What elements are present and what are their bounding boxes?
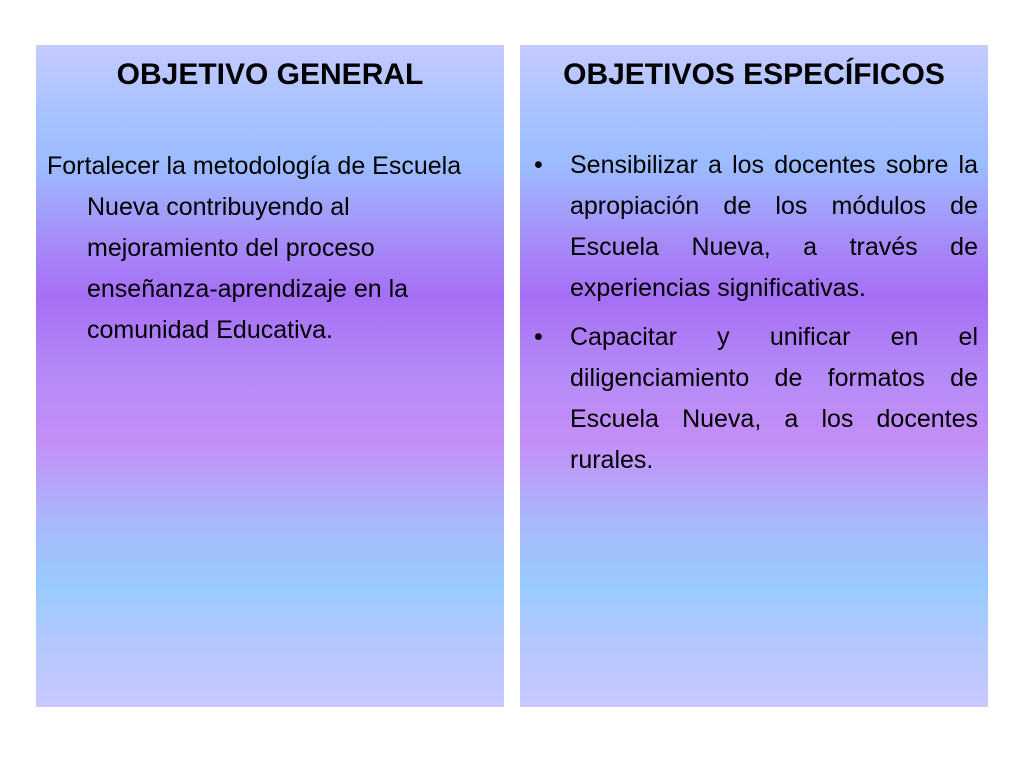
list-item — [530, 145, 978, 309]
objetivos-especificos-list — [530, 145, 978, 489]
objetivos-especificos-title: OBJETIVOS ESPECÍFICOS — [563, 58, 945, 91]
list-item-text: Sensibilizar a los docentes sobre la apropiación de los módulos de Escuela Nueva, a través de experiencias significativas. — [570, 151, 978, 302]
objetivo-general-panel — [36, 45, 504, 707]
list-item-text: Capacitar y unificar en el diligenciamiento de formatos de Escuela Nueva, a los docentes rurales. — [570, 323, 978, 474]
objetivo-general-text: Fortalecer la metodología de Escuela Nueva contribuyendo al mejoramiento del proceso enseñanza-aprendizaje en la comunidad Educativa. — [47, 152, 462, 344]
bullet-icon: • — [534, 151, 543, 179]
objetivos-especificos-panel — [520, 45, 988, 707]
objetivo-general-title: OBJETIVO GENERAL — [116, 58, 424, 91]
bullet-icon: • — [534, 323, 543, 351]
list-item — [530, 317, 978, 481]
